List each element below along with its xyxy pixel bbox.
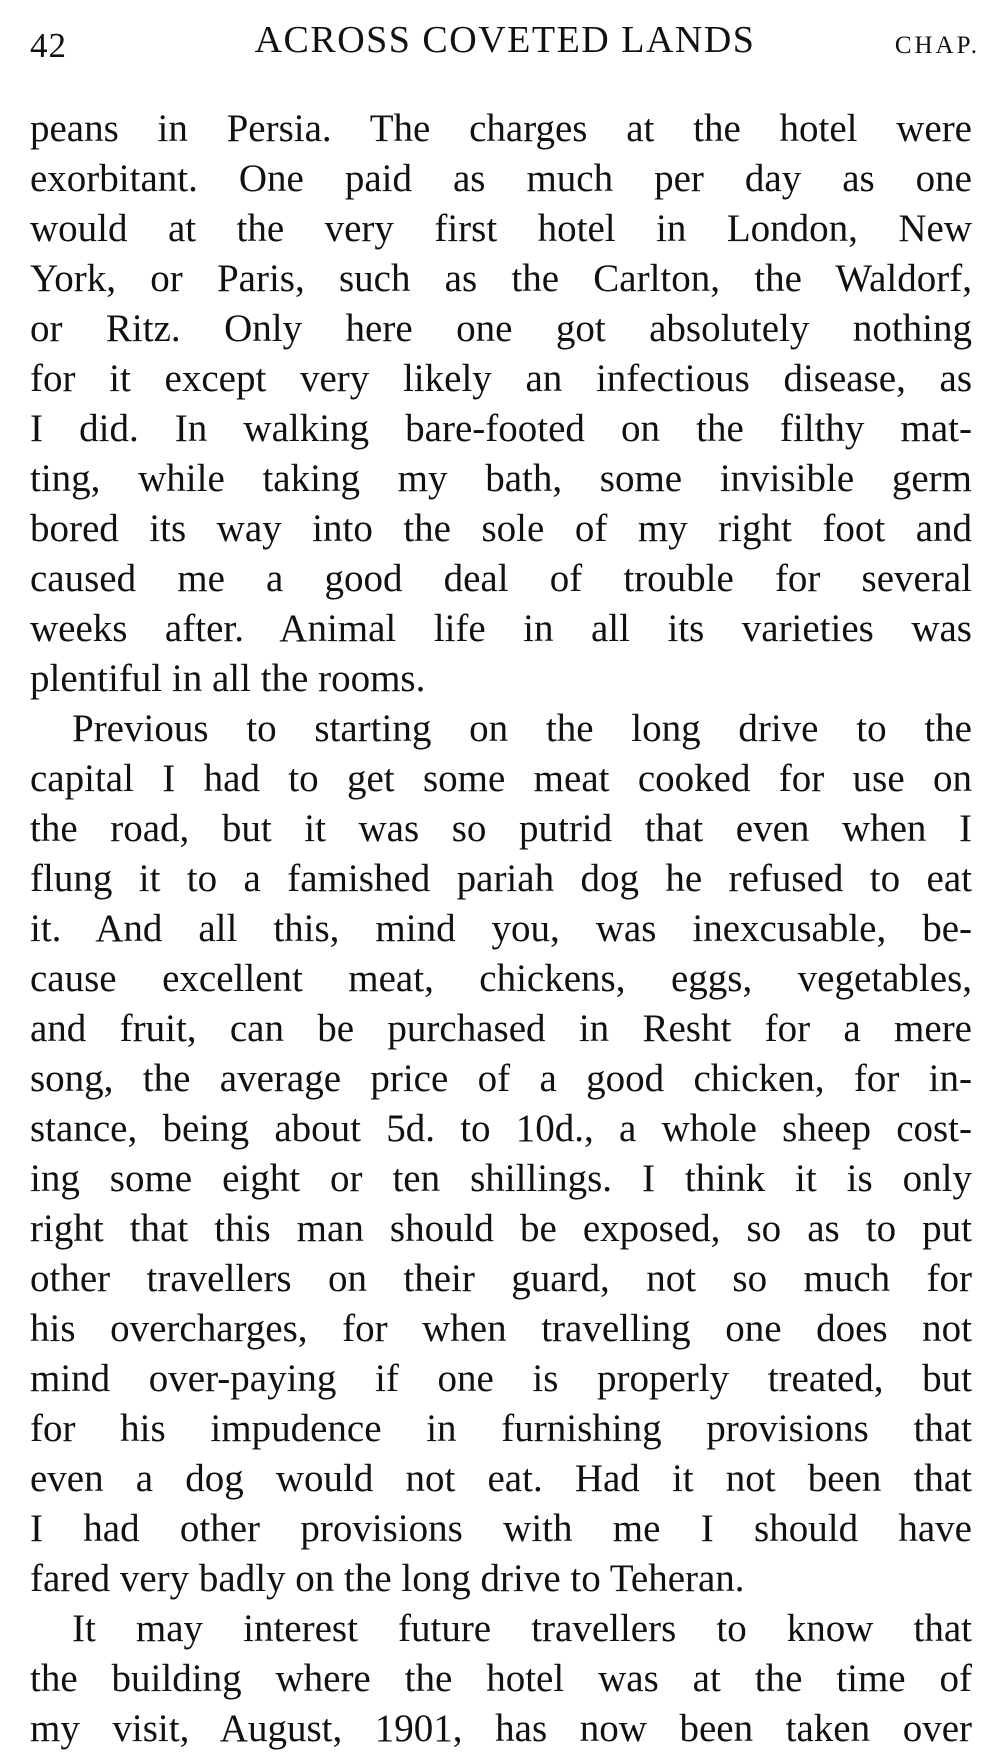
text-line: bored its way into the sole of my right foot and	[30, 507, 972, 550]
text-line: for it except very likely an infectious disease, as	[30, 357, 972, 400]
body-text	[30, 104, 972, 1754]
text-line: other travellers on their guard, not so much for	[30, 1257, 972, 1300]
text-line: flung it to a famished pariah dog he refused to eat	[30, 857, 972, 900]
paragraph-1	[30, 104, 972, 704]
text-line: mind over-paying if one is properly treated, but	[30, 1357, 972, 1400]
text-line: stance, being about 5d. to 10d., a whole sheep cost-	[30, 1107, 972, 1150]
text-line: caused me a good deal of trouble for several	[30, 557, 972, 600]
running-title: ACROSS COVETED LANDS	[254, 19, 756, 61]
text-line: would at the very first hotel in London, New	[30, 207, 972, 250]
text-line: weeks after. Animal life in all its varieties was	[30, 607, 972, 650]
text-line: plentiful in all the rooms.	[30, 657, 426, 700]
chapter-label: CHAP.	[894, 32, 980, 59]
text-line: it. And all this, mind you, was inexcusable, be-	[30, 907, 972, 950]
text-line: Previous to starting on the long drive to the	[72, 707, 972, 750]
running-head	[30, 18, 980, 74]
text-line: York, or Paris, such as the Carlton, the Waldorf,	[30, 257, 972, 300]
text-line: fared very badly on the long drive to Teheran.	[30, 1557, 745, 1600]
page-number: 42	[30, 26, 67, 65]
text-line: exorbitant. One paid as much per day as one	[30, 157, 972, 200]
text-line: and fruit, can be purchased in Resht for a mere	[30, 1007, 972, 1050]
text-line: ing some eight or ten shillings. I think it is only	[30, 1157, 972, 1200]
text-line: or Ritz. Only here one got absolutely nothing	[30, 307, 972, 350]
paragraph-2	[30, 704, 972, 1604]
text-line: I did. In walking bare-footed on the filthy mat-	[30, 407, 972, 450]
text-line: ting, while taking my bath, some invisible germ	[30, 457, 972, 500]
text-line: song, the average price of a good chicken, for in-	[30, 1057, 972, 1100]
text-line: capital I had to get some meat cooked for use on	[30, 757, 972, 800]
text-line: the road, but it was so putrid that even when I	[30, 807, 972, 850]
text-line: my visit, August, 1901, has now been taken over	[30, 1707, 972, 1750]
text-line: It may interest future travellers to know that	[72, 1607, 972, 1650]
paragraph-3	[30, 1604, 972, 1754]
text-line: even a dog would not eat. Had it not been that	[30, 1457, 972, 1500]
text-line: his overcharges, for when travelling one does not	[30, 1307, 972, 1350]
text-line: peans in Persia. The charges at the hotel were	[30, 107, 972, 150]
text-line: for his impudence in furnishing provisions that	[30, 1407, 972, 1450]
text-line: the building where the hotel was at the time of	[30, 1657, 972, 1700]
text-line: I had other provisions with me I should have	[30, 1507, 972, 1550]
text-line: right that this man should be exposed, so as to put	[30, 1207, 972, 1250]
text-line: cause excellent meat, chickens, eggs, vegetables,	[30, 957, 972, 1000]
